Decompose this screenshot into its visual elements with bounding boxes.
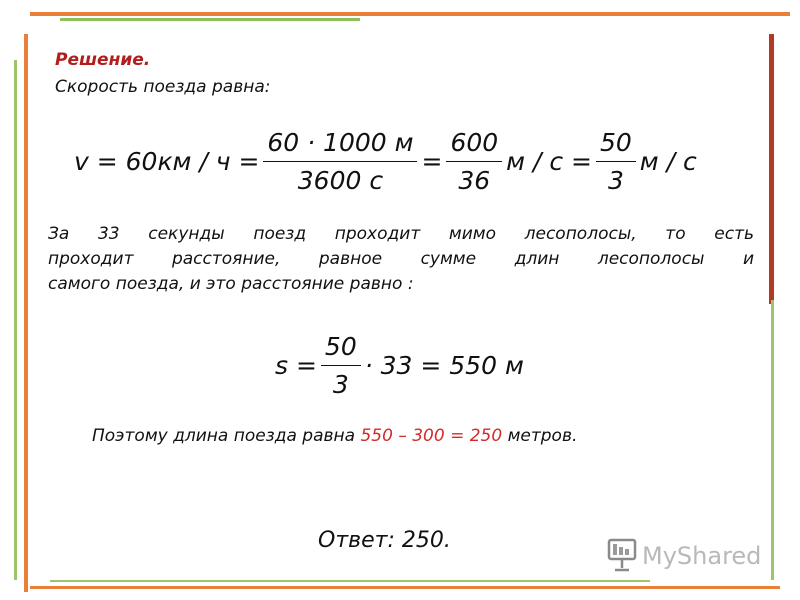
fraction-denominator: 3 [607, 166, 624, 195]
bottom-green-stripe [50, 580, 650, 582]
bottom-orange-stripe [30, 586, 780, 589]
myshared-logo[interactable] [606, 536, 761, 576]
speed-equation-mid: м / с = [506, 147, 592, 176]
paragraph-line: проходит расстояние, равное сумме длин лесополосы и [48, 249, 754, 269]
answer-text: Ответ: 250. [318, 528, 451, 553]
paragraph-line: За 33 секунды поезд проходит мимо лесополосы, то есть [48, 224, 754, 244]
conclusion-line [92, 426, 577, 446]
right-red-stripe [769, 34, 774, 304]
solution-heading: Решение. [55, 50, 151, 70]
fraction-numerator: 60 · 1000 м [263, 128, 417, 162]
fraction-numerator: 50 [321, 332, 361, 366]
equals-sign: = [421, 147, 443, 176]
distance-equation-rhs: · 33 = 550 м [364, 351, 524, 380]
top-green-stripe [60, 18, 360, 21]
speed-fraction-3 [596, 128, 636, 195]
fraction-denominator: 3 [332, 370, 349, 399]
fraction-numerator: 600 [446, 128, 502, 162]
conclusion-expression: 550 – 300 = 250 [360, 426, 503, 446]
speed-fraction-1 [263, 128, 417, 195]
right-green-stripe [771, 300, 774, 580]
paragraph-line: самого поезда, и это расстояние равно : [48, 274, 414, 294]
fraction-denominator: 3600 с [297, 166, 384, 195]
presentation-board-icon [606, 536, 640, 576]
speed-equation-lhs: v = 60км / ч = [74, 147, 260, 176]
fraction-numerator: 50 [596, 128, 636, 162]
speed-unit: м / с [639, 147, 697, 176]
distance-equation [275, 332, 524, 399]
top-orange-stripe [30, 12, 790, 16]
distance-paragraph [48, 222, 754, 297]
left-orange-stripe [24, 34, 28, 592]
distance-fraction [321, 332, 361, 399]
logo-text: MyShared [642, 542, 762, 570]
speed-intro-text: Скорость поезда равна: [55, 77, 271, 97]
speed-equation [74, 128, 764, 195]
fraction-denominator: 36 [458, 166, 491, 195]
left-green-stripe [14, 60, 17, 580]
conclusion-suffix: метров. [507, 426, 578, 446]
conclusion-prefix: Поэтому длина поезда равна [92, 426, 356, 446]
speed-fraction-2 [446, 128, 502, 195]
distance-equation-lhs: s = [275, 351, 317, 380]
